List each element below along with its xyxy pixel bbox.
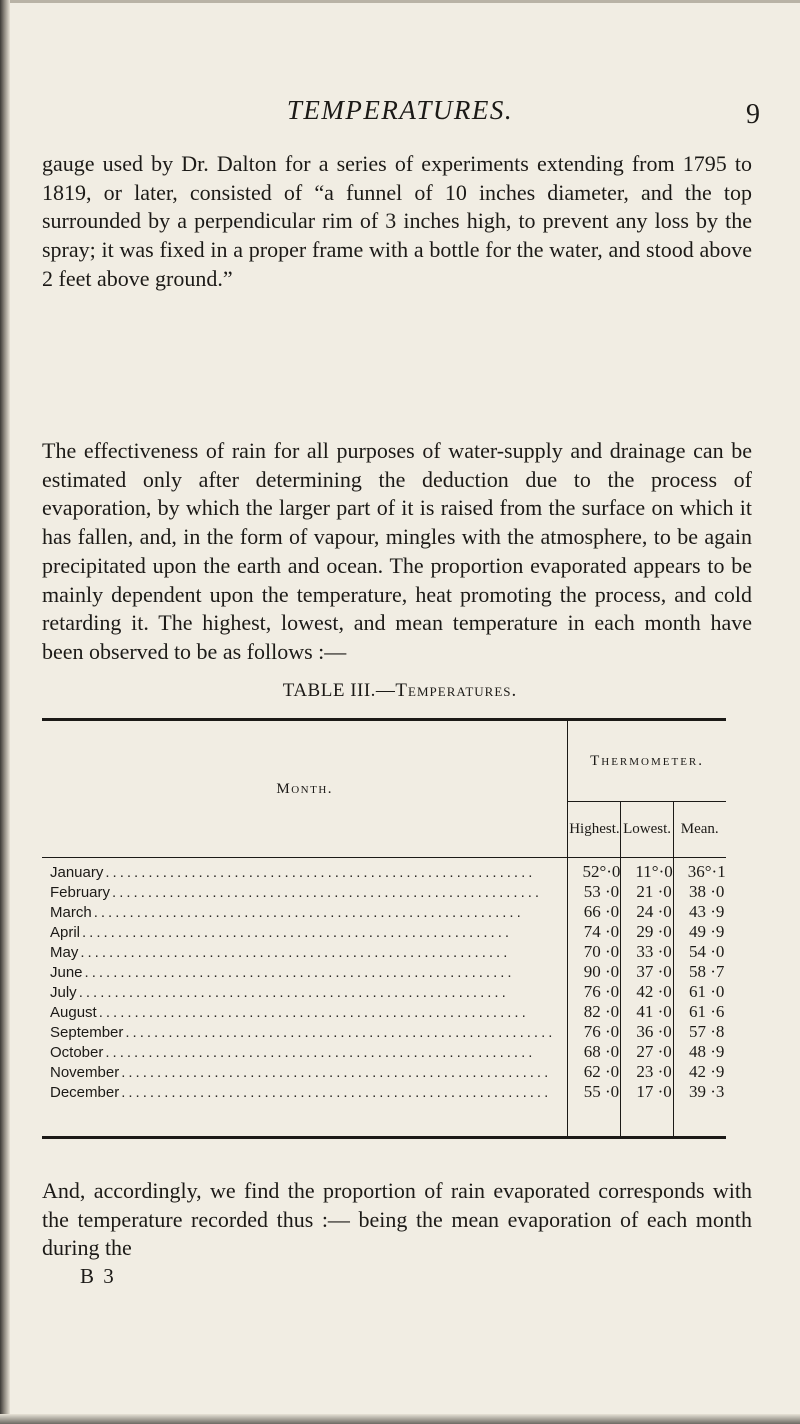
cell-mean: 57 ·8 xyxy=(689,1022,725,1041)
cell-mean: 36°·1 xyxy=(687,862,726,881)
cell-month xyxy=(42,922,568,942)
leader-dots: ............................................................ xyxy=(80,943,511,961)
month-label: September xyxy=(50,1023,124,1041)
month-label: May xyxy=(50,943,79,961)
cell-lowest: 36 ·0 xyxy=(621,1022,673,1042)
cell-lowest: 37 ·0 xyxy=(621,962,673,982)
page-edge-top xyxy=(0,0,800,3)
cell-highest: 90 ·0 xyxy=(583,962,620,981)
table-caption-prefix: TABLE III.— xyxy=(282,680,396,701)
cell-lowest: 23 ·0 xyxy=(621,1062,673,1082)
paragraph-dalton-gauge: gauge used by Dr. Dalton for a series of experiments extending from 1795 to 1819, or later, consisted of “a funnel of 10 inches diameter, and the top surrounded by a perpendicular rim of 3 inches high, to prevent any loss by the spray; it was fixed in a proper frame with a bottle for the water, and stood above 2 feet above ground.” xyxy=(42,151,752,291)
cell-lowest: 41 ·0 xyxy=(621,1002,673,1022)
leader-dots: ............................................................ xyxy=(105,863,536,881)
month-label: April xyxy=(50,923,81,941)
temperature-table xyxy=(42,718,726,1139)
table-row xyxy=(42,1062,726,1082)
month-label: June xyxy=(50,963,83,981)
table-row xyxy=(42,1042,726,1062)
cell-highest: 74 ·0 xyxy=(583,922,620,941)
cell-month xyxy=(42,1082,568,1138)
cell-mean: 58 ·7 xyxy=(689,962,725,981)
cell-lowest: 11°·0 xyxy=(621,858,673,883)
month-label: August xyxy=(50,1003,97,1021)
leader-dots: ............................................................ xyxy=(125,1023,556,1041)
table-row xyxy=(42,942,726,962)
cell-highest: 52°·0 xyxy=(582,862,621,881)
cell-month xyxy=(42,882,568,902)
cell-lowest: 24 ·0 xyxy=(621,902,673,922)
leader-dots: ............................................................ xyxy=(82,923,513,941)
cell-month xyxy=(42,858,568,883)
leader-dots: ............................................................ xyxy=(84,963,515,981)
month-label: March xyxy=(50,903,92,921)
cell-month xyxy=(42,1002,568,1022)
cell-month xyxy=(42,1062,568,1082)
leader-dots: ............................................................ xyxy=(112,883,543,901)
table-row xyxy=(42,962,726,982)
table-row xyxy=(42,1082,726,1138)
page-edge-bottom xyxy=(0,1414,800,1424)
cell-lowest: 29 ·0 xyxy=(621,922,673,942)
leader-dots: ............................................................ xyxy=(105,1043,536,1061)
cell-lowest: 17 ·0 xyxy=(621,1082,673,1138)
month-label: December xyxy=(50,1083,120,1101)
cell-lowest: 42 ·0 xyxy=(621,982,673,1002)
signature-mark: B 3 xyxy=(80,1264,116,1288)
month-label: January xyxy=(50,863,104,881)
leader-dots: ............................................................ xyxy=(78,983,509,1001)
cell-lowest: 27 ·0 xyxy=(621,1042,673,1062)
cell-highest: 70 ·0 xyxy=(583,942,620,961)
running-title: TEMPERATURES. xyxy=(286,95,514,125)
header-thermometer: Thermometer. xyxy=(568,720,726,802)
table-row xyxy=(42,1022,726,1042)
table-row xyxy=(42,922,726,942)
running-head xyxy=(40,95,760,135)
cell-mean: 54 ·0 xyxy=(689,942,725,961)
leader-dots: ............................................................ xyxy=(93,903,524,921)
cell-highest: 62 ·0 xyxy=(583,1062,620,1081)
cell-highest: 66 ·0 xyxy=(583,902,620,921)
table-row xyxy=(42,882,726,902)
leader-dots: ............................................................ xyxy=(121,1063,552,1081)
cell-mean: 42 ·9 xyxy=(689,1062,725,1081)
cell-highest: 53 ·0 xyxy=(583,882,620,901)
cell-mean: 49 ·9 xyxy=(689,922,725,941)
cell-highest: 76 ·0 xyxy=(583,982,620,1001)
cell-mean: 39 ·3 xyxy=(689,1082,725,1101)
header-mean: Mean. xyxy=(673,802,725,858)
cell-mean: 61 ·0 xyxy=(689,982,725,1001)
cell-month xyxy=(42,982,568,1002)
cell-month xyxy=(42,1042,568,1062)
table-row xyxy=(42,982,726,1002)
table-body xyxy=(42,858,726,1138)
leader-dots: ............................................................ xyxy=(121,1083,552,1101)
table-row xyxy=(42,902,726,922)
table-row xyxy=(42,858,726,883)
cell-month xyxy=(42,902,568,922)
cell-highest: 76 ·0 xyxy=(583,1022,620,1041)
cell-highest: 68 ·0 xyxy=(583,1042,620,1061)
cell-mean: 38 ·0 xyxy=(689,882,725,901)
cell-lowest: 21 ·0 xyxy=(621,882,673,902)
cell-mean: 48 ·9 xyxy=(689,1042,725,1061)
table-row xyxy=(42,1002,726,1022)
leader-dots: ............................................................ xyxy=(98,1003,529,1021)
month-label: July xyxy=(50,983,77,1001)
paragraph-evaporation-proportion: And, accordingly, we find the proportion of rain evaporated corresponds with the temperature recorded thus :— being the mean evaporation of each month during the xyxy=(42,1178,752,1261)
cell-highest: 82 ·0 xyxy=(583,1002,620,1021)
cell-month xyxy=(42,1022,568,1042)
cell-highest: 55 ·0 xyxy=(583,1082,620,1101)
cell-lowest: 33 ·0 xyxy=(621,942,673,962)
page-number: 9 xyxy=(746,99,760,130)
header-lowest: Lowest. xyxy=(621,802,673,858)
header-month: Month. xyxy=(42,720,568,858)
page-binding-edge xyxy=(0,0,10,1424)
cell-mean: 43 ·9 xyxy=(689,902,725,921)
month-label: November xyxy=(50,1063,120,1081)
cell-month xyxy=(42,942,568,962)
header-highest: Highest. xyxy=(568,802,621,858)
month-label: October xyxy=(50,1043,104,1061)
cell-month xyxy=(42,962,568,982)
month-label: February xyxy=(50,883,111,901)
cell-mean: 61 ·6 xyxy=(689,1002,725,1021)
table-caption xyxy=(40,680,760,702)
paragraph-evaporation: The effectiveness of rain for all purposes of water-supply and drainage can be estimated only after determining the deduction due to the process of evaporation, by which the larger part of it is raised from the surface on which it has fallen, and, in the form of vapour, mingles with the atmosphere, to be again precipitated upon the earth and ocean. The proportion evaporated appears to be mainly dependent upon the temperature, heat promoting the process, and cold retarding it. The highest, lowest, and mean temperature in each month have been observed to be as follows :— xyxy=(42,438,752,664)
table-caption-title: Temperatures. xyxy=(395,680,518,701)
